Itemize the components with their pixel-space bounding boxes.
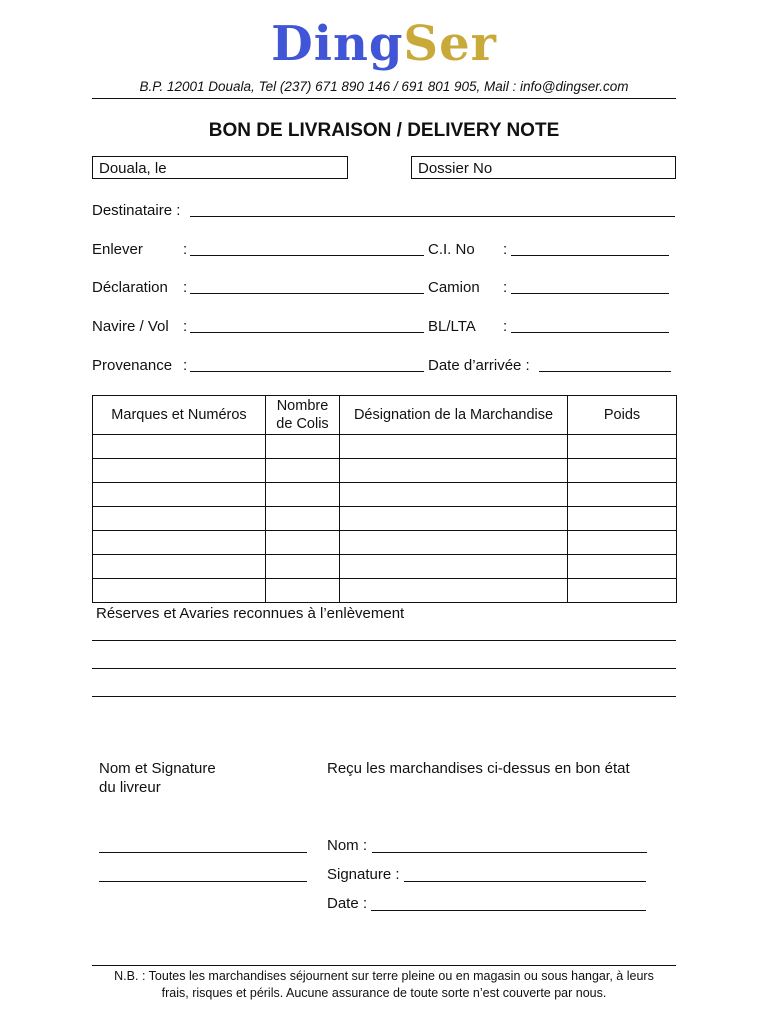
table-row — [93, 435, 677, 459]
camion-field[interactable] — [511, 293, 669, 294]
table-cell[interactable] — [568, 555, 677, 579]
camion-colon: : — [503, 279, 508, 296]
table-cell[interactable] — [93, 459, 266, 483]
table-cell[interactable] — [568, 579, 677, 603]
nom-field[interactable] — [372, 852, 647, 853]
ci-no-field[interactable] — [511, 255, 669, 256]
reserves-line-2[interactable] — [92, 668, 676, 669]
col-header-nombre-colis: Nombre de Colis — [266, 396, 340, 435]
table-cell[interactable] — [266, 435, 340, 459]
table-cell[interactable] — [93, 531, 266, 555]
footer-note — [92, 968, 676, 1002]
table-cell[interactable] — [568, 531, 677, 555]
navire-vol-label: Navire / Vol — [92, 318, 169, 335]
ci-no-colon: : — [503, 241, 508, 258]
date-arrivee-field[interactable] — [539, 371, 671, 372]
table-cell[interactable] — [340, 579, 568, 603]
table-cell[interactable] — [340, 555, 568, 579]
recu-statement: Reçu les marchandises ci-dessus en bon état — [327, 760, 630, 777]
provenance-field[interactable] — [190, 371, 424, 372]
table-cell[interactable] — [568, 435, 677, 459]
livreur-name-line[interactable] — [99, 852, 307, 853]
table-cell[interactable] — [340, 459, 568, 483]
provenance-colon: : — [183, 357, 188, 374]
enlever-label: Enlever — [92, 241, 143, 258]
provenance-label: Provenance — [92, 357, 173, 374]
table-cell[interactable] — [93, 435, 266, 459]
navire-vol-field[interactable] — [190, 332, 424, 333]
col-header-marques: Marques et Numéros — [93, 396, 266, 435]
livreur-label-line1: Nom et Signature — [99, 760, 216, 777]
logo-part-ser: Ser — [403, 16, 497, 72]
reserves-line-1[interactable] — [92, 640, 676, 641]
table-cell[interactable] — [568, 507, 677, 531]
enlever-colon: : — [183, 241, 188, 258]
page-title: BON DE LIVRAISON / DELIVERY NOTE — [208, 120, 560, 141]
ci-no-label: C.I. No — [428, 241, 475, 258]
table-cell[interactable] — [340, 435, 568, 459]
table-cell[interactable] — [266, 555, 340, 579]
date-field[interactable] — [371, 910, 646, 911]
destinataire-label: Destinataire : — [92, 202, 181, 219]
reserves-line-3[interactable] — [92, 696, 676, 697]
enlever-field[interactable] — [190, 255, 424, 256]
table-row — [93, 555, 677, 579]
table-cell[interactable] — [93, 507, 266, 531]
dossier-no-label: Dossier No — [418, 160, 493, 177]
bl-lta-field[interactable] — [511, 332, 669, 333]
bl-lta-colon: : — [503, 318, 508, 335]
table-cell[interactable] — [266, 507, 340, 531]
dossier-no-box[interactable] — [411, 156, 676, 179]
declaration-label: Déclaration — [92, 279, 168, 296]
declaration-colon: : — [183, 279, 188, 296]
table-cell[interactable] — [93, 555, 266, 579]
table-cell[interactable] — [266, 459, 340, 483]
place-date-label: Douala, le — [99, 160, 167, 177]
reserves-label: Réserves et Avaries reconnues à l’enlèvement — [96, 605, 405, 622]
bl-lta-label: BL/LTA — [428, 318, 476, 335]
table-row — [93, 531, 677, 555]
col-header-designation: Désignation de la Marchandise — [340, 396, 568, 435]
destinataire-field[interactable] — [190, 216, 675, 217]
footer-note-line2: frais, risques et périls. Aucune assurance de toute sorte n’est couverte par nous. — [161, 986, 607, 1000]
goods-table-body — [93, 435, 677, 603]
place-date-box[interactable] — [92, 156, 348, 179]
livreur-label-line2: du livreur — [99, 779, 161, 796]
goods-table — [92, 395, 677, 603]
table-cell[interactable] — [340, 483, 568, 507]
camion-label: Camion — [428, 279, 480, 296]
logo-part-ding: Ding — [271, 16, 404, 72]
contact-line: B.P. 12001 Douala, Tel (237) 671 890 146 / 691 801 905, Mail : info@dingser.com — [139, 79, 629, 94]
date-arrivee-label: Date d’arrivée : — [428, 357, 530, 374]
footer-divider — [92, 965, 676, 966]
signature-label: Signature : — [327, 866, 400, 883]
date-label: Date : — [327, 895, 368, 912]
table-header-row — [93, 396, 677, 435]
table-cell[interactable] — [568, 459, 677, 483]
table-cell[interactable] — [266, 531, 340, 555]
navire-vol-colon: : — [183, 318, 188, 335]
table-cell[interactable] — [93, 483, 266, 507]
nom-label: Nom : — [327, 837, 368, 854]
table-cell[interactable] — [93, 579, 266, 603]
company-logo — [0, 12, 768, 76]
footer-note-line1: N.B. : Toutes les marchandises séjournent sur terre pleine ou en magasin ou sous hangar, à leurs — [114, 969, 654, 983]
col-header-poids: Poids — [568, 396, 677, 435]
table-cell[interactable] — [266, 579, 340, 603]
header-divider — [92, 98, 676, 99]
declaration-field[interactable] — [190, 293, 424, 294]
table-cell[interactable] — [568, 483, 677, 507]
table-cell[interactable] — [340, 531, 568, 555]
table-cell[interactable] — [266, 483, 340, 507]
table-cell[interactable] — [340, 507, 568, 531]
livreur-signature-line[interactable] — [99, 881, 307, 882]
signature-field[interactable] — [404, 881, 646, 882]
table-row — [93, 459, 677, 483]
table-row — [93, 483, 677, 507]
table-row — [93, 579, 677, 603]
table-row — [93, 507, 677, 531]
